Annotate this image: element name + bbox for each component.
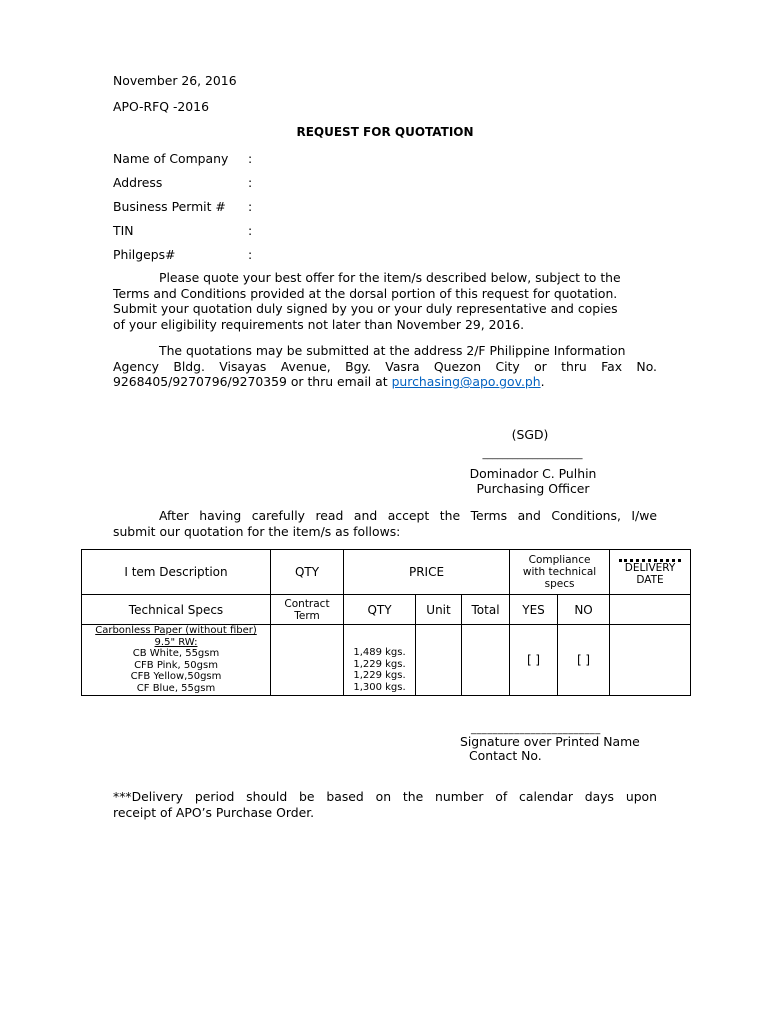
- item-qty: 1,489 kgs.: [353, 647, 406, 659]
- header-item-description: I tem Description: [82, 550, 271, 595]
- signature-line: ____________________: [482, 449, 583, 460]
- header-empty: [610, 595, 691, 625]
- signed-marker: (SGD): [511, 427, 549, 442]
- unit-cell[interactable]: [416, 625, 462, 696]
- item-qty: 1,300 kgs.: [353, 681, 406, 693]
- header-compliance-line: with technical: [522, 566, 597, 578]
- header-compliance-line: specs: [544, 578, 575, 590]
- item-qty: 1,229 kgs.: [353, 670, 406, 682]
- contact-number-label: Contact No.: [469, 748, 542, 763]
- delivery-footnote: [113, 789, 657, 820]
- quotation-table: [81, 549, 691, 696]
- header-total: Total: [462, 595, 510, 625]
- paragraph-line: ***Delivery period should be based on the number of calendar days upon: [113, 789, 657, 804]
- header-no: NO: [558, 595, 610, 625]
- item-spec: CFB Yellow,50gsm: [130, 671, 222, 683]
- header-technical-specs: Technical Specs: [82, 595, 271, 625]
- header-contract-term: [271, 595, 344, 625]
- paragraph-line: [113, 374, 657, 390]
- header-delivery-date: [610, 550, 691, 595]
- field-colon: :: [248, 199, 253, 214]
- item-description-cell: [82, 625, 271, 696]
- paragraph-line: Submit your quotation duly signed by you or your duly representative and copies: [113, 301, 618, 316]
- contract-term-cell: [271, 625, 344, 696]
- total-cell[interactable]: [462, 625, 510, 696]
- qty-cell: [344, 625, 416, 696]
- paragraph-line: Terms and Conditions provided at the dorsal portion of this request for quotation.: [113, 285, 618, 301]
- paragraph-line: Agency Bldg. Visayas Avenue, Bgy. Vasra Quezon City or thru Fax No.: [113, 358, 657, 374]
- table-subheader-row: [82, 595, 691, 625]
- header-delivery-line: DELIVERY: [624, 561, 676, 574]
- table-header-row: [82, 550, 691, 595]
- paragraph-line: Please quote your best offer for the item/s described below, subject to the: [159, 270, 621, 285]
- field-colon: :: [248, 175, 253, 190]
- field-colon: :: [248, 223, 253, 238]
- header-contract-line: Contract: [284, 597, 330, 610]
- reference-number: APO-RFQ -2016: [113, 99, 209, 114]
- header-delivery-line: DATE: [636, 573, 664, 586]
- item-spec: CFB Pink, 50gsm: [134, 659, 218, 671]
- field-label-address: Address: [113, 175, 163, 190]
- yes-checkbox[interactable]: [ ]: [510, 625, 558, 696]
- field-colon: :: [248, 247, 253, 262]
- header-contract-line: Term: [294, 609, 320, 622]
- instructions-paragraph: [113, 270, 657, 332]
- table-row: [82, 625, 691, 696]
- signatory-name: Dominador C. Pulhin: [469, 466, 597, 481]
- field-label-philgeps: Philgeps#: [113, 247, 176, 262]
- field-label-company: Name of Company: [113, 151, 229, 166]
- bidder-signature-line: ________________________: [471, 724, 601, 735]
- signatory-position: Purchasing Officer: [476, 481, 590, 496]
- email-link[interactable]: purchasing@apo.gov.ph: [391, 374, 541, 389]
- document-title: REQUEST FOR QUOTATION: [296, 125, 474, 139]
- bidder-signature-label: Signature over Printed Name: [460, 734, 640, 749]
- field-label-tin: TIN: [113, 223, 134, 238]
- paragraph-text: 9268405/9270796/9270359 or thru email at: [113, 374, 392, 389]
- item-spec: CF Blue, 55gsm: [136, 682, 216, 694]
- paragraph-line: The quotations may be submitted at the address 2/F Philippine Information: [159, 343, 626, 358]
- paragraph-line: After having carefully read and accept the Terms and Conditions, I/we: [159, 508, 657, 523]
- header-yes: YES: [510, 595, 558, 625]
- field-label-business-permit: Business Permit #: [113, 199, 226, 214]
- paragraph-line: of your eligibility requirements not later than November 29, 2016.: [113, 316, 525, 332]
- header-compliance-line: Compliance: [528, 554, 591, 566]
- header-price: PRICE: [344, 550, 510, 595]
- paragraph-line: submit our quotation for the item/s as follows:: [113, 523, 401, 539]
- delivery-date-cell[interactable]: [610, 625, 691, 696]
- item-spec: CB White, 55gsm: [132, 648, 220, 660]
- header-qty-2: QTY: [344, 595, 416, 625]
- header-qty: QTY: [271, 550, 344, 595]
- submission-paragraph: [113, 343, 657, 390]
- field-colon: :: [248, 151, 253, 166]
- paragraph-line: receipt of APO’s Purchase Order.: [113, 804, 315, 820]
- no-checkbox[interactable]: [ ]: [558, 625, 610, 696]
- header-unit: Unit: [416, 595, 462, 625]
- item-size: 9.5" RW:: [154, 636, 198, 648]
- document-date: November 26, 2016: [113, 73, 237, 88]
- item-qty: 1,229 kgs.: [353, 658, 406, 670]
- item-name: Carbonless Paper (without fiber): [95, 625, 257, 636]
- paragraph-text: .: [540, 374, 545, 389]
- acceptance-paragraph: [113, 508, 657, 539]
- header-compliance: [510, 550, 610, 595]
